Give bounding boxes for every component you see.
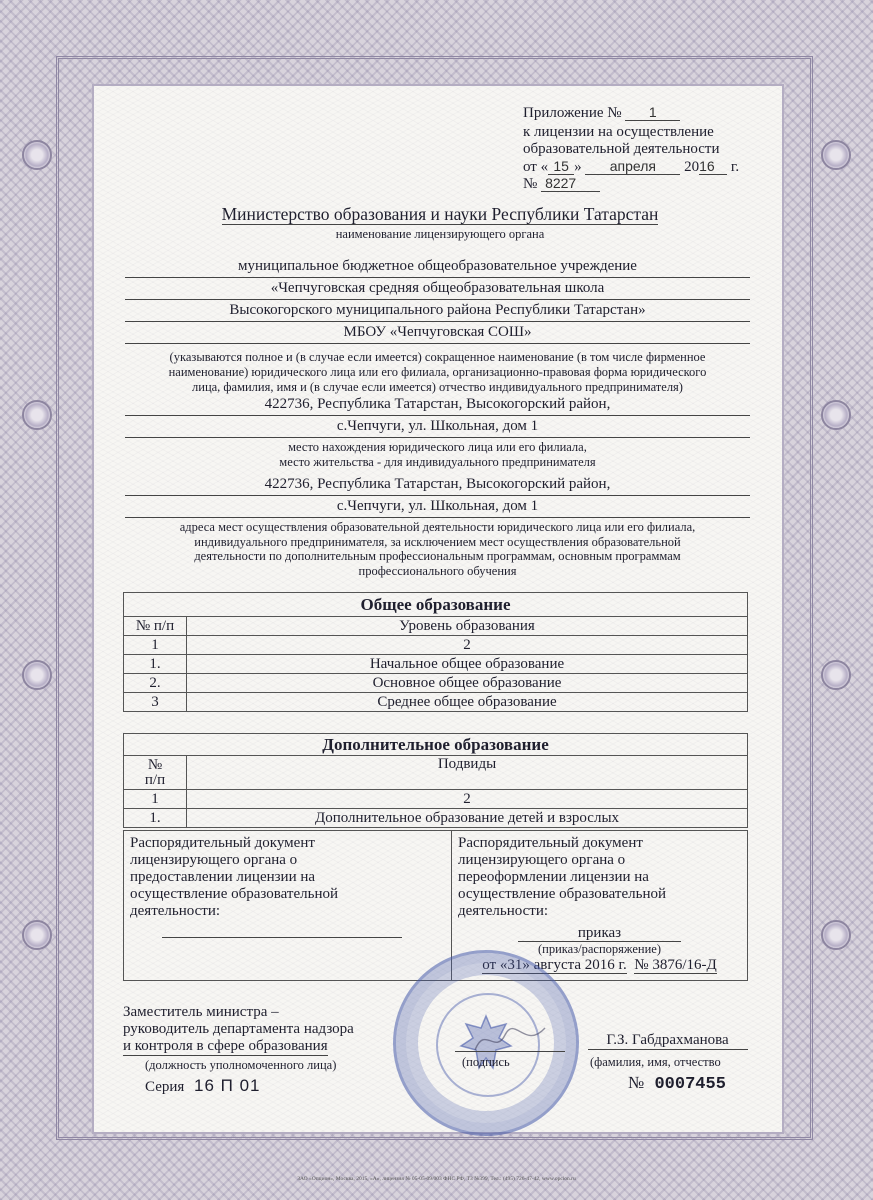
general-education-table (123, 592, 748, 712)
organization-line2: «Чепчуговская средняя общеобразовательная школа (125, 278, 750, 300)
order-number: № 3876/16-Д (634, 957, 717, 973)
location-caption: место нахождения юридического лица или его филиала, место жительства - для индивидуального предпринимателя (279, 440, 596, 469)
position-caption: (должность уполномоченного лица) (145, 1058, 337, 1072)
activity-address-line1: 422736, Республика Татарстан, Высокогорский район, (125, 474, 750, 496)
form-number-block (628, 1073, 726, 1094)
location-block (125, 394, 750, 470)
activity-address-line2: с.Чепчуги, ул. Школьная, дом 1 (125, 496, 750, 518)
location-line2: с.Чепчуги, ул. Школьная, дом 1 (125, 416, 750, 438)
appendix-year: 16 (699, 158, 727, 175)
license-number-label: № (523, 176, 538, 192)
organization-line1: муниципальное бюджетное общеобразовательное учреждение (125, 256, 750, 278)
signature-icon (470, 1020, 550, 1060)
table-row: 1. Начальное общее образование (124, 655, 748, 674)
license-number: 8227 (541, 175, 600, 192)
appendix-day: 15 (548, 158, 574, 175)
grant-blank-line (162, 937, 402, 938)
signatory-position: Заместитель министра – руководитель департамента надзора и контроля в сфере образования (123, 1004, 354, 1054)
ornament-icon (22, 660, 52, 690)
activity-address-caption: адреса мест осуществления образовательной деятельности юридического лица или его филиала, индивидуального предпринимателя, за исключением мест осуществления образовательной деятельности по дополнительным профессиональным программам, основным программам профессионального обучения (179, 520, 696, 578)
authority-block (120, 204, 760, 242)
signature-line (455, 1051, 565, 1052)
organization-short-name: МБОУ «Чепчуговская СОШ» (125, 322, 750, 344)
table-row: 1 2 (124, 790, 748, 809)
col-num-header: № п/п (124, 756, 187, 790)
location-line1: 422736, Республика Татарстан, Высокогорский район, (125, 394, 750, 416)
appendix-date: от « 15 » апреля 2016 г. (523, 158, 740, 175)
activity-address-block (125, 474, 750, 578)
name-caption: (фамилия, имя, отчество (590, 1055, 721, 1069)
table-row: 2. Основное общее образование (124, 674, 748, 693)
appendix-number: 1 (625, 104, 680, 121)
order-reissue-cell: Распорядительный документ лицензирующего органа о переоформлении лицензии на осуществление образовательной деятельности: приказ (приказ/распоряжение) от «31» августа 2016 г. № 3876/16-Д (452, 831, 748, 981)
appendix-line2: образовательной деятельности (523, 141, 720, 157)
signature-caption: (подпись (462, 1055, 510, 1069)
printer-info: ЗАО «Опцион», Москва, 2015, «А», лицензия № 05-05-09/003 ФНС РФ, ТЗ №399, Тел.: (495) 726-47-42, www.opcion.ru (297, 1176, 576, 1182)
organization-line3: Высокогорского муниципального района Республики Татарстан» (125, 300, 750, 322)
additional-education-table (123, 733, 748, 828)
table-row: 1. Дополнительное образование детей и взрослых (124, 809, 748, 828)
orders-table (123, 830, 748, 981)
ornament-icon (821, 660, 851, 690)
form-number-value: 0007455 (654, 1075, 726, 1094)
table-row: 1 2 (124, 636, 748, 655)
series-label: Серия (145, 1079, 185, 1095)
authority-name: Министерство образования и науки Республики Татарстан (221, 204, 659, 224)
ornament-icon (22, 400, 52, 430)
signatory-name: Г.З. Габдрахманова (588, 1032, 748, 1050)
order-grant-cell: Распорядительный документ лицензирующего органа о предоставлении лицензии на осуществление образовательной деятельности: (124, 831, 452, 981)
appendix-line1: к лицензии на осуществление (523, 124, 714, 140)
ornament-icon (22, 920, 52, 950)
col-subtype-header: Подвиды (187, 756, 748, 790)
organization-caption: (указываются полное и (в случае если имеется) сокращенное наименование (в том числе фирменное наименование) юридического лица или его филиала, организационно-правовая форма юридического лица, фамилия, имя и (в случае если имеется) отчество индивидуального предпринимателя) (168, 350, 707, 394)
appendix-label: Приложение № (523, 105, 622, 121)
authority-caption: наименование лицензирующего органа (335, 227, 545, 241)
ornament-icon (22, 140, 52, 170)
appendix-month: апреля (585, 158, 680, 175)
order-type: приказ (518, 925, 681, 942)
form-number-label: № (628, 1073, 645, 1092)
ornament-icon (821, 920, 851, 950)
col-level-header: Уровень образования (187, 617, 748, 636)
general-education-title: Общее образование (124, 593, 748, 617)
series-block (145, 1076, 261, 1096)
order-type-caption: (приказ/распоряжение) (537, 942, 662, 956)
ornament-icon (821, 140, 851, 170)
col-num-header: № п/п (124, 617, 187, 636)
organization-block (125, 256, 750, 395)
ornament-icon (821, 400, 851, 430)
table-row: 3 Среднее общее образование (124, 693, 748, 712)
series-value: 16 П 01 (194, 1076, 261, 1095)
additional-education-title: Дополнительное образование (124, 734, 748, 756)
order-date: от «31» августа 2016 г. (482, 957, 627, 973)
